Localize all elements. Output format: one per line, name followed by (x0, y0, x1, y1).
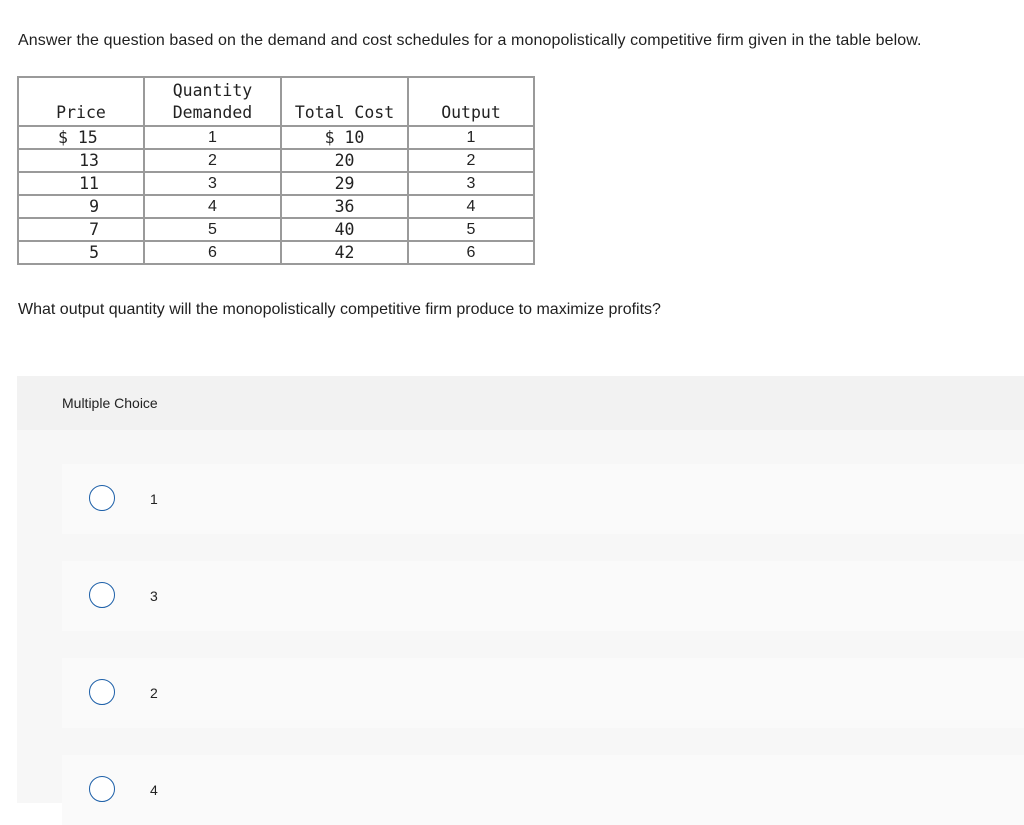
choice-label: 3 (150, 588, 158, 604)
header-quantity-demanded (144, 77, 281, 126)
quantity-cell: 2 (144, 149, 281, 172)
total-cost-cell: 29 (281, 172, 408, 195)
output-cell: 4 (408, 195, 534, 218)
output-cell: 3 (408, 172, 534, 195)
output-cell: 5 (408, 218, 534, 241)
multiple-choice-header (17, 376, 1024, 430)
table-row (18, 149, 534, 172)
radio-button[interactable] (89, 679, 115, 705)
demand-cost-table (17, 76, 535, 265)
output-cell: 2 (408, 149, 534, 172)
choice-label: 4 (150, 782, 158, 798)
output-cell: 6 (408, 241, 534, 264)
quantity-cell: 5 (144, 218, 281, 241)
multiple-choice-options (17, 430, 1024, 803)
quantity-cell: 6 (144, 241, 281, 264)
multiple-choice-label: Multiple Choice (62, 395, 158, 411)
price-cell: 9 (18, 195, 144, 218)
price-cell: 5 (18, 241, 144, 264)
total-cost-cell: 20 (281, 149, 408, 172)
radio-button[interactable] (89, 776, 115, 802)
choice-option-4[interactable] (62, 755, 1024, 825)
total-cost-cell: 40 (281, 218, 408, 241)
choice-option-3[interactable] (62, 658, 1024, 728)
output-cell: 1 (408, 126, 534, 149)
choice-label: 1 (150, 491, 158, 507)
question-prompt: Answer the question based on the demand and cost schedules for a monopolistically competitive firm given in the table below. (18, 32, 922, 49)
radio-button[interactable] (89, 485, 115, 511)
header-quantity-line1: Quantity (172, 81, 253, 100)
price-cell: 7 (18, 218, 144, 241)
quantity-cell: 4 (144, 195, 281, 218)
table-row (18, 218, 534, 241)
choice-label: 2 (150, 685, 158, 701)
total-cost-cell: 36 (281, 195, 408, 218)
quantity-cell: 1 (144, 126, 281, 149)
price-cell: 11 (18, 172, 144, 195)
header-output: Output (408, 77, 534, 126)
price-cell: 13 (18, 149, 144, 172)
choice-option-1[interactable] (62, 464, 1024, 534)
table-row (18, 172, 534, 195)
total-cost-cell: 42 (281, 241, 408, 264)
header-quantity-line2: Demanded (172, 103, 253, 122)
table-row (18, 195, 534, 218)
table-header-row (18, 77, 534, 126)
price-cell: $ 15 (18, 126, 144, 149)
quantity-cell: 3 (144, 172, 281, 195)
header-total-cost: Total Cost (281, 77, 408, 126)
header-price: Price (18, 77, 144, 126)
question-text: What output quantity will the monopolistically competitive firm produce to maximize profits? (18, 301, 661, 318)
radio-button[interactable] (89, 582, 115, 608)
table-row (18, 126, 534, 149)
total-cost-cell: $ 10 (281, 126, 408, 149)
choice-option-2[interactable] (62, 561, 1024, 631)
table-row (18, 241, 534, 264)
